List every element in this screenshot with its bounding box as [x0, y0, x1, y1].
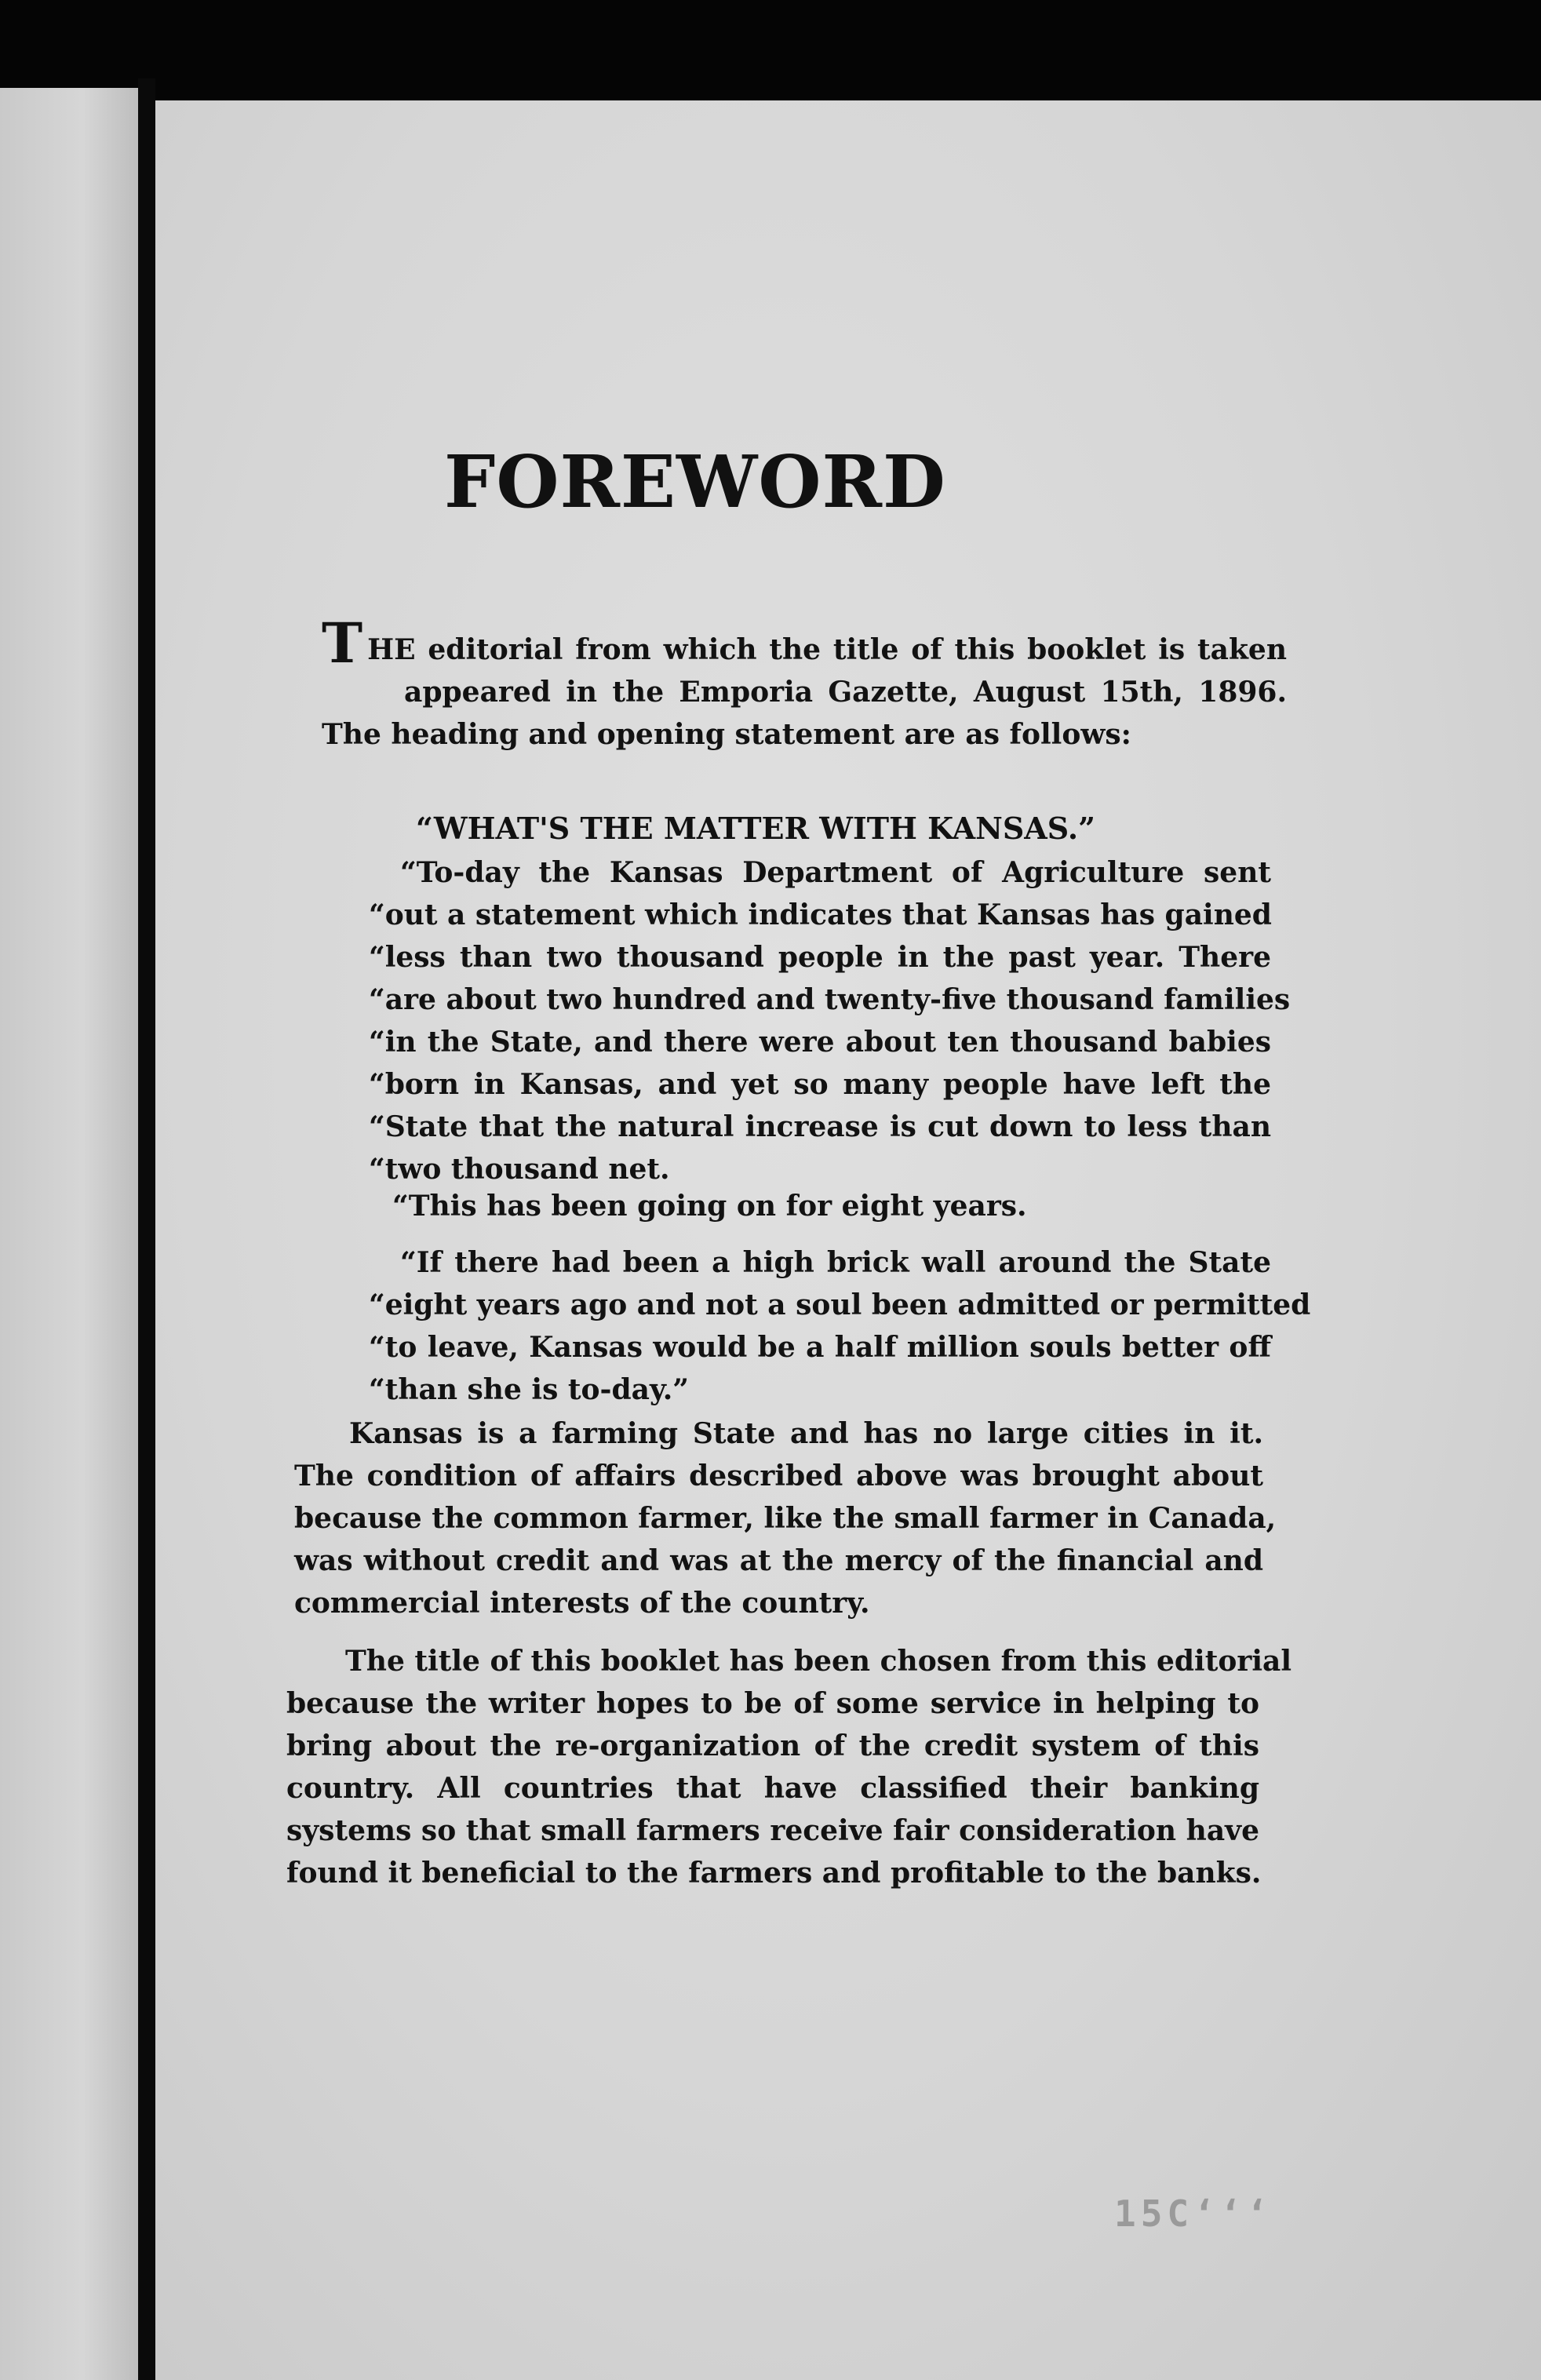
book-gutter: [138, 78, 155, 2380]
body-line: bring about the re-organization of the credit system of this: [286, 1729, 1259, 1762]
quote-line: “to leave, Kansas would be a half million souls better off: [369, 1331, 1271, 1364]
body-line: commercial interests of the country.: [294, 1587, 870, 1620]
quote-line: “less than two thousand people in the past year. There: [369, 941, 1271, 974]
quote-line: “in the State, and there were about ten thousand babies: [369, 1026, 1271, 1059]
body-paragraph-2: [286, 1640, 1292, 1894]
page-title: FOREWORD: [444, 439, 946, 524]
faded-stamp: 15Cʻʻʻ: [1114, 2192, 1273, 2235]
quote-line: “out a statement which indicates that Kansas has gained: [369, 898, 1272, 931]
quote-line: “To-day the Kansas Department of Agriculture sent: [400, 856, 1271, 889]
body-line: The title of this booklet has been chosen from this editorial: [345, 1645, 1292, 1678]
quote-title: “WHAT'S THE MATTER WITH KANSAS.”: [416, 811, 1095, 846]
quote-paragraph-2: [369, 1185, 1271, 1227]
quote-line: “This has been going on for eight years.: [392, 1190, 1027, 1223]
intro-line: appeared in the Emporia Gazette, August 15th, 1896.: [404, 676, 1287, 709]
body-paragraph-1: [294, 1412, 1277, 1624]
body-line: because the common farmer, like the small farmer in Canada,: [294, 1502, 1277, 1535]
body-line: found it beneficial to the farmers and profitable to the banks.: [286, 1857, 1262, 1890]
facing-page-edge: [0, 88, 138, 2380]
quote-line: “eight years ago and not a soul been admitted or permitted: [369, 1288, 1311, 1321]
intro-line: The heading and opening statement are as follows:: [322, 718, 1131, 751]
body-line: Kansas is a farming State and has no large cities in it.: [349, 1417, 1263, 1450]
intro-line-text: HE editorial from which the title of this booklet is taken: [367, 633, 1287, 666]
drop-cap: T: [322, 610, 363, 676]
quote-line: “State that the natural increase is cut down to less than: [369, 1110, 1271, 1143]
quote-line: “If there had been a high brick wall around the State: [400, 1246, 1271, 1279]
body-line: because the writer hopes to be of some service in helping to: [286, 1687, 1259, 1720]
body-line: was without credit and was at the mercy of the financial and: [294, 1544, 1263, 1577]
body-line: The condition of affairs described above was brought about: [294, 1460, 1263, 1493]
quote-paragraph-3: [369, 1241, 1311, 1411]
body-line: country. All countries that have classified their banking: [286, 1772, 1259, 1805]
intro-line: [322, 610, 1287, 676]
intro-paragraph: [322, 610, 1287, 756]
quote-line: “born in Kansas, and yet so many people have left the: [369, 1068, 1271, 1101]
quote-line: “are about two hundred and twenty-five thousand families: [369, 983, 1291, 1016]
quote-line: “than she is to-day.”: [369, 1373, 690, 1406]
quote-line: “two thousand net.: [369, 1153, 670, 1186]
body-line: systems so that small farmers receive fair consideration have: [286, 1814, 1259, 1847]
quote-paragraph-1: [369, 851, 1291, 1190]
